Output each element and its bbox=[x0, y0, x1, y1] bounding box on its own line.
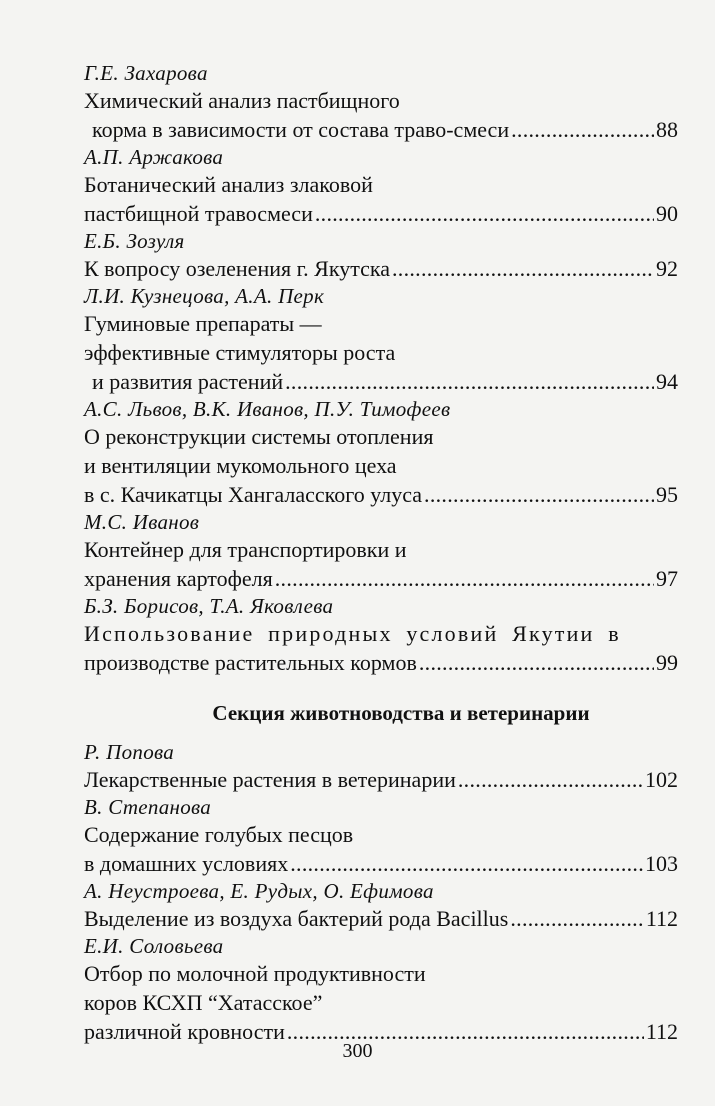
entry-title-line: О реконструкции системы отопления bbox=[84, 424, 434, 449]
toc-entry bbox=[84, 878, 678, 933]
entry-title-line: Контейнер для транспортировки и bbox=[84, 537, 407, 562]
dot-leader bbox=[511, 115, 654, 144]
entry-page-number: 112 bbox=[645, 906, 678, 931]
entry-title-last-line: К вопросу озеленения г. Якутска . . . 92 bbox=[84, 254, 678, 283]
entry-title-last-line: в с. Качикатцы Хангаласского улуса . . . 95 bbox=[84, 480, 678, 509]
entry-title-line: Химический анализ пастбищного bbox=[84, 88, 400, 113]
entry-author: А.П. Аржакова bbox=[84, 145, 224, 169]
entry-page-number: 112 bbox=[645, 1019, 678, 1044]
entry-title-last-line: различной кровности . . . 112 bbox=[84, 1017, 678, 1046]
dot-leader bbox=[285, 367, 654, 396]
entry-title-last-line: корма в зависимости от состава траво-смеси . . . 88 bbox=[84, 115, 678, 144]
entry-page-number: 92 bbox=[656, 256, 678, 281]
entry-page-number: 103 bbox=[645, 851, 678, 876]
dot-leader bbox=[419, 648, 654, 677]
entry-author: Е.И. Соловьева bbox=[84, 934, 224, 958]
toc-entry bbox=[84, 593, 678, 677]
entry-page-number: 102 bbox=[645, 767, 678, 792]
dot-leader bbox=[458, 765, 643, 794]
entry-author: А. Неустроева, Е. Рудых, О. Ефимова bbox=[84, 879, 434, 903]
entry-title-last-line: пастбищной травосмеси . . . 90 bbox=[84, 199, 678, 228]
dot-leader bbox=[275, 564, 654, 593]
entry-title-line: и вентиляции мукомольного цеха bbox=[84, 453, 397, 478]
toc-entry bbox=[84, 396, 678, 509]
toc-entry bbox=[84, 509, 678, 593]
entry-page-number: 97 bbox=[656, 566, 678, 591]
entry-page-number: 95 bbox=[656, 482, 678, 507]
dot-leader bbox=[392, 254, 654, 283]
section-heading: Секция животноводства и ветеринарии bbox=[212, 701, 590, 725]
toc-entry bbox=[84, 144, 678, 228]
entry-title-line: Отбор по молочной продуктивности bbox=[84, 961, 426, 986]
entry-title-last-line: хранения картофеля . . . 97 bbox=[84, 564, 678, 593]
entry-title-line: коров КСХП “Хатасское” bbox=[84, 990, 323, 1015]
page-number: 300 bbox=[342, 1040, 373, 1062]
entry-title-last-line: Выделение из воздуха бактерий рода Bacillus . . . 112 bbox=[84, 904, 678, 933]
entry-title-line: Использование природных условий Якутии в bbox=[84, 621, 621, 646]
entry-author: М.С. Иванов bbox=[84, 510, 200, 534]
entry-title-line: Гуминовые препараты — bbox=[84, 311, 322, 336]
entry-author: А.С. Львов, В.К. Иванов, П.У. Тимофеев bbox=[84, 397, 451, 421]
entry-author: Л.И. Кузнецова, А.А. Перк bbox=[84, 284, 325, 308]
toc-entry bbox=[84, 794, 678, 878]
entry-page-number: 88 bbox=[656, 117, 678, 142]
dot-leader bbox=[510, 904, 643, 933]
toc-entry bbox=[84, 283, 678, 396]
entry-title-line: Ботанический анализ злаковой bbox=[84, 172, 373, 197]
entry-title-last-line: Лекарственные растения в ветеринарии . . . 102 bbox=[84, 765, 678, 794]
toc-entry bbox=[84, 933, 678, 1046]
entry-author: В. Степанова bbox=[84, 795, 212, 819]
toc-entry bbox=[84, 739, 678, 794]
entry-title-line: эффективные стимуляторы роста bbox=[84, 340, 396, 365]
entry-title-line: Содержание голубых песцов bbox=[84, 822, 354, 847]
dot-leader bbox=[315, 199, 654, 228]
entry-title-last-line: производстве растительных кормов . . . 99 bbox=[84, 648, 678, 677]
entry-title-last-line: в домашних условиях . . . 103 bbox=[84, 849, 678, 878]
entry-page-number: 90 bbox=[656, 201, 678, 226]
toc-entry bbox=[84, 228, 678, 283]
table-of-contents bbox=[84, 60, 678, 1046]
entry-page-number: 94 bbox=[656, 369, 678, 394]
toc-entry bbox=[84, 60, 678, 144]
dot-leader bbox=[290, 849, 643, 878]
entry-page-number: 99 bbox=[656, 650, 678, 675]
entry-author: Е.Б. Зозуля bbox=[84, 229, 185, 253]
entry-title-last-line: и развития растений . . . 94 bbox=[84, 367, 678, 396]
dot-leader bbox=[424, 480, 654, 509]
entry-author: Р. Попова bbox=[84, 740, 175, 764]
entry-author: Г.Е. Захарова bbox=[84, 61, 208, 85]
entry-author: Б.З. Борисов, Т.А. Яковлева bbox=[84, 594, 334, 618]
